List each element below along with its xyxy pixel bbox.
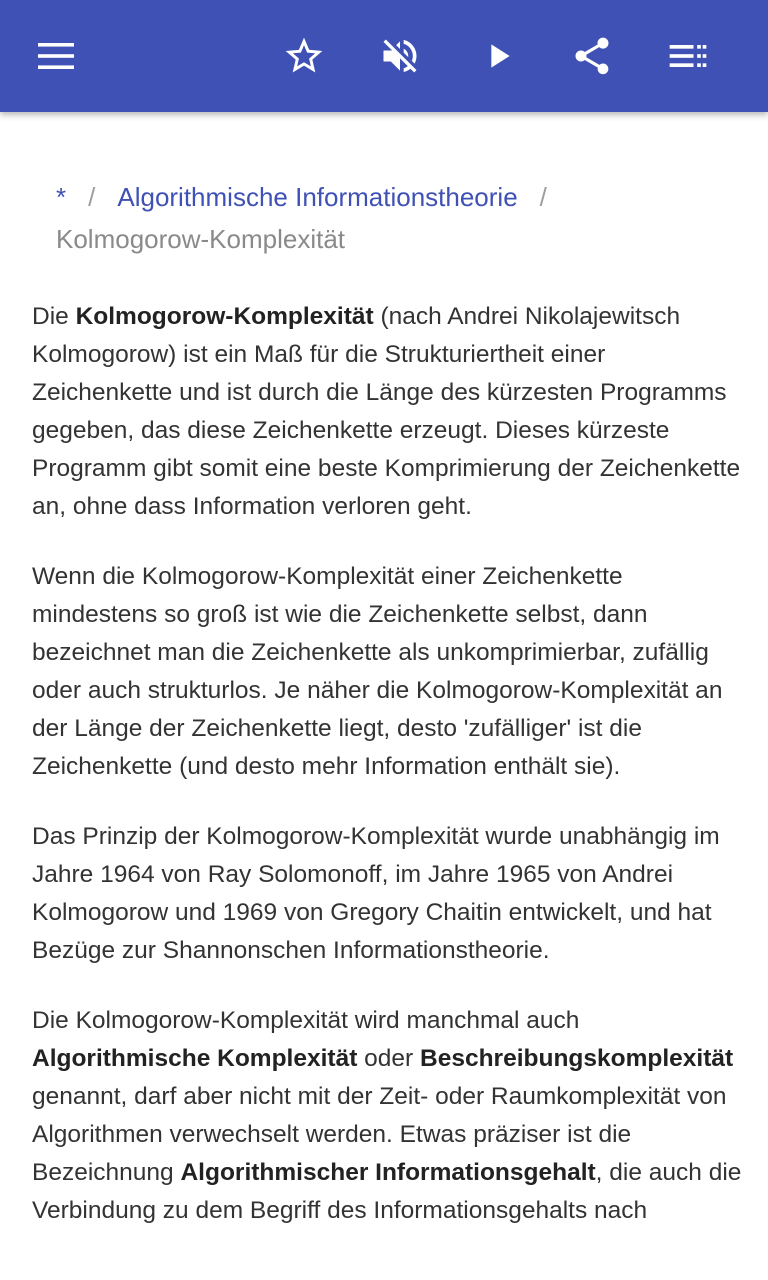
menu-button[interactable] <box>28 28 84 84</box>
bold-term: Kolmogorow-Komplexität <box>75 303 374 330</box>
breadcrumb-home-link[interactable]: * <box>56 182 67 212</box>
table-of-contents-button[interactable] <box>660 28 716 84</box>
playlist-icon <box>666 34 710 78</box>
article-body <box>32 298 744 1262</box>
breadcrumb-parent-link[interactable]: Algorithmische Informationstheorie <box>117 182 518 212</box>
share-button[interactable] <box>564 28 620 84</box>
text: , die auch die Verbindung zu dem Begriff des Informationsgehalts nach <box>32 1159 742 1224</box>
text: (nach Andrei Nikolajewitsch Kolmogorow) ist ein Maß für die Strukturiertheit einer Zeichenkette und ist durch die Länge des kürzesten Programms gegeben, das diese Zeichenkette erzeugt. Dieses kürzeste Programm gibt somit eine beste Komprimierung der Zeichenkette an, ohne dass Information verloren geht. <box>32 303 741 520</box>
article-paragraph-3: Das Prinzip der Kolmogorow-Komplexität wurde unabhängig im Jahre 1964 von Ray Solomonoff, im Jahre 1965 von Andrei Kolmogorow und 1969 von Gregory Chaitin entwickelt, und hat Bezüge zur Shannonschen Informationstheorie. <box>32 823 720 964</box>
text: Die Kolmogorow-Komplexität wird manchmal auch <box>32 1007 580 1034</box>
share-icon <box>570 34 614 78</box>
volume-off-icon <box>378 34 422 78</box>
breadcrumb-current-page: Kolmogorow-Komplexität <box>56 224 346 254</box>
star-outline-icon <box>282 34 326 78</box>
breadcrumb <box>56 176 736 260</box>
app-bar <box>0 0 768 112</box>
text: oder <box>357 1045 421 1072</box>
hamburger-menu-icon <box>36 41 76 71</box>
bold-term: Beschreibungskomplexität <box>420 1045 734 1072</box>
article-paragraph-4 <box>32 1002 744 1230</box>
breadcrumb-separator: / <box>88 182 96 212</box>
article-paragraph-1 <box>32 298 744 526</box>
text: genannt, darf aber nicht mit der Zeit- oder Raumkomplexität von Algorithmen verwechselt werden. Etwas präziser ist die Bezeichnung <box>32 1083 727 1186</box>
bookmark-button[interactable] <box>276 28 332 84</box>
article-paragraph-2: Wenn die Kolmogorow-Komplexität einer Zeichenkette mindestens so groß ist wie die Zeichenkette selbst, dann bezeichnet man die Zeichenkette als unkomprimierbar, zufällig oder auch strukturlos. Je näher die Kolmogorow-Komplexität an der Länge der Zeichenkette liegt, desto 'zufälliger' ist die Zeichenkette (und desto mehr Information enthält sie). <box>32 563 723 780</box>
text: Die <box>32 303 76 330</box>
breadcrumb-separator: / <box>539 182 547 212</box>
mute-button[interactable] <box>372 28 428 84</box>
bold-term: Algorithmische Komplexität <box>32 1045 358 1072</box>
play-button[interactable] <box>470 28 526 84</box>
bold-term: Algorithmischer Informationsgehalt <box>180 1159 596 1186</box>
play-icon <box>478 36 518 76</box>
